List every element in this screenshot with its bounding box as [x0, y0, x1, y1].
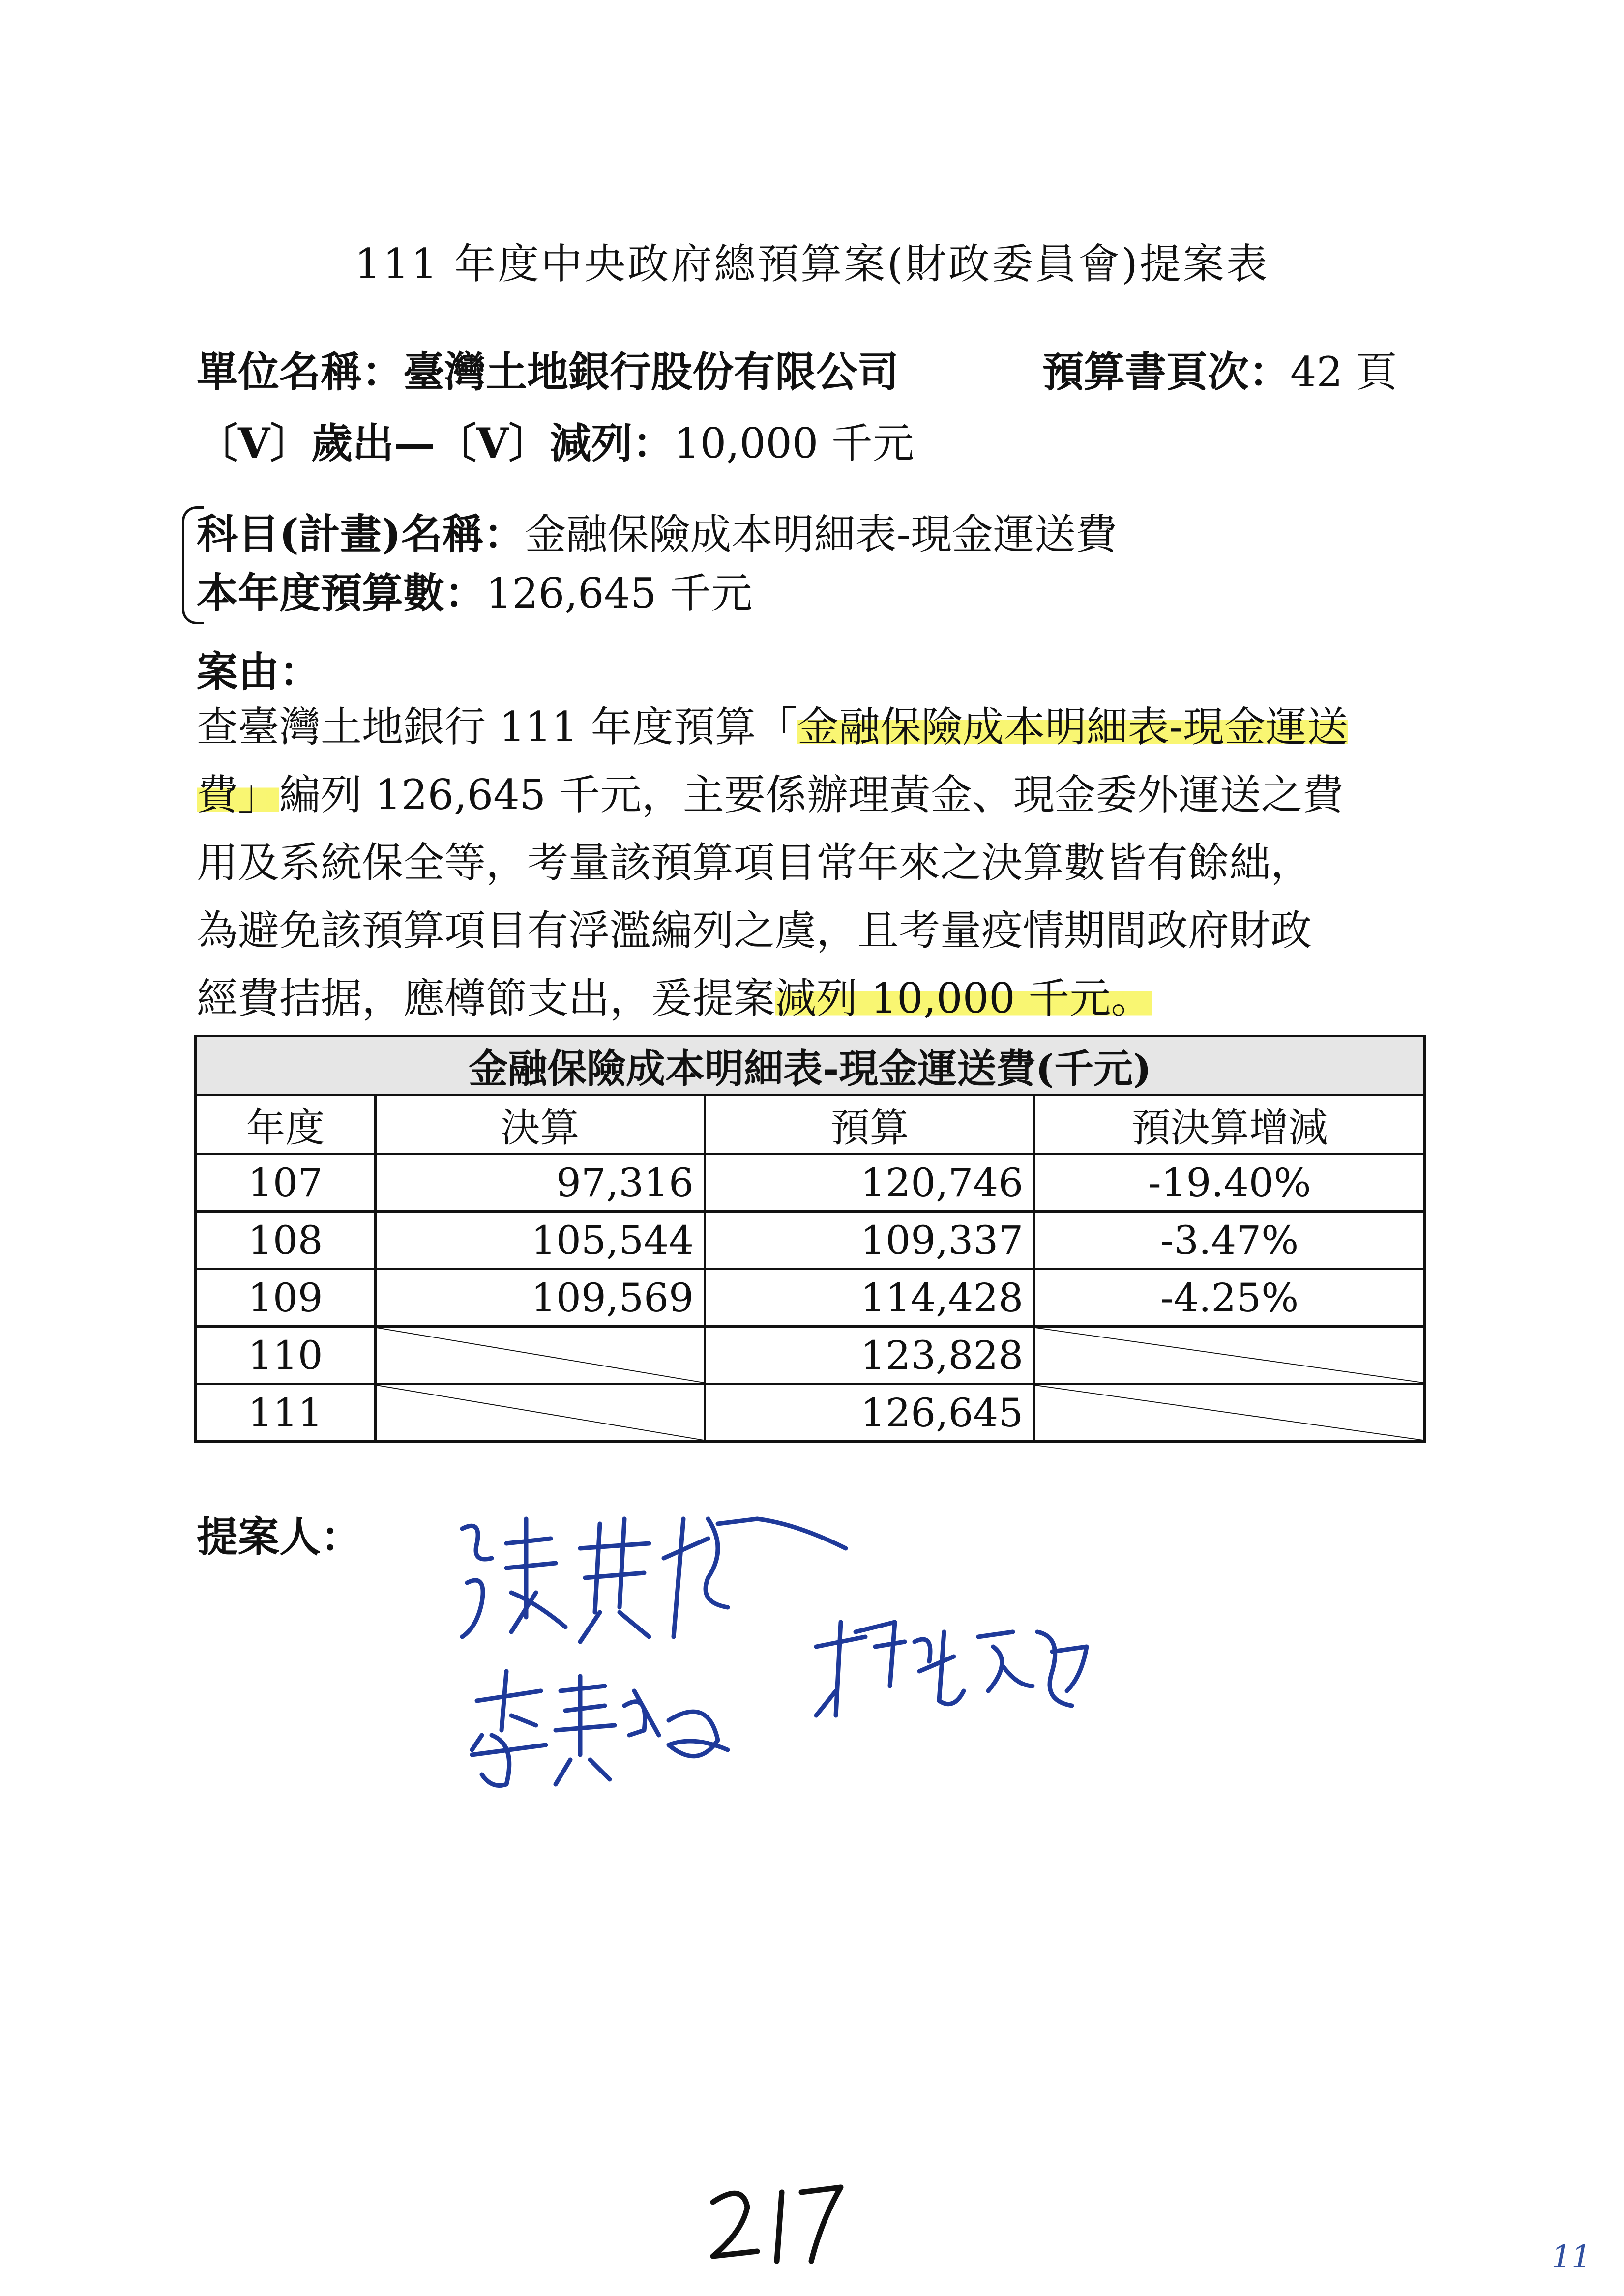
header-change: 預決算增減 [1034, 1095, 1425, 1154]
cell-budget: 126,645 [705, 1384, 1034, 1442]
reason-text: 編列 126,645 千元，主要係辦理黃金、現金委外運送之費 [279, 771, 1344, 819]
cell-year: 111 [196, 1384, 376, 1442]
reason-line-4: 為避免該預算項目有浮濫編列之虞，且考量疫情期間政府財政 [197, 906, 1312, 955]
budget-table [194, 1035, 1426, 1443]
corner-page-mark: 11 [1551, 2239, 1592, 2275]
cell-final-empty [375, 1384, 705, 1442]
cell-year: 108 [196, 1212, 376, 1269]
subject-value: 金融保險成本明細表-現金運送費 [525, 510, 1117, 558]
highlighted-text: 費」 [197, 771, 280, 819]
action-row [197, 410, 914, 470]
reason-text: 經費拮据，應樽節支出，爰提案 [197, 974, 775, 1022]
budget-amount-value: 126,645 千元 [486, 569, 753, 617]
diagonal-slash [377, 1328, 704, 1383]
budget-table-wrapper [194, 1035, 1426, 1443]
reason-paragraph [197, 693, 1401, 1032]
reason-line-2 [197, 761, 1401, 829]
cell-change: -4.25% [1034, 1269, 1425, 1327]
page-ref-label: 預算書頁次： [1042, 348, 1291, 396]
cell-final: 109,569 [375, 1269, 705, 1327]
cell-year: 109 [196, 1269, 376, 1327]
action-label: 〔V〕歲出—〔V〕減列： [197, 419, 674, 467]
signature-3 [462, 1661, 738, 1794]
diagonal-slash [1035, 1328, 1423, 1383]
header-final: 決算 [375, 1095, 705, 1154]
table-row [196, 1212, 1425, 1269]
signature-2 [806, 1602, 1092, 1730]
table-header-row [196, 1095, 1425, 1154]
proposer-label: 提案人： [197, 1512, 362, 1561]
cell-final: 105,544 [375, 1212, 705, 1269]
cell-year: 110 [196, 1327, 376, 1384]
table-row [196, 1384, 1425, 1442]
reason-label: 案由： [197, 647, 321, 696]
table-caption: 金融保險成本明細表-現金運送費(千元) [196, 1036, 1425, 1095]
highlighted-text: 減列 10,000 千元。 [775, 974, 1152, 1022]
cell-budget: 123,828 [705, 1327, 1034, 1384]
reason-line-5 [197, 964, 1401, 1032]
diagonal-slash [377, 1385, 704, 1440]
highlighted-text: 金融保險成本明細表-現金運送 [797, 703, 1349, 751]
unit-label: 單位名稱： [197, 348, 404, 396]
cell-budget: 114,428 [705, 1269, 1034, 1327]
subject-row [197, 501, 1117, 561]
header-budget: 預算 [705, 1095, 1034, 1154]
page-ref [1042, 339, 1397, 399]
cell-budget: 120,746 [705, 1154, 1034, 1212]
cell-change: -3.47% [1034, 1212, 1425, 1269]
reason-line-1 [197, 693, 1401, 761]
header-year: 年度 [196, 1095, 376, 1154]
reason-text: 查臺灣土地銀行 111 年度預算「 [197, 703, 797, 751]
cell-final: 97,316 [375, 1154, 705, 1212]
cell-change-empty [1034, 1327, 1425, 1384]
unit-row [197, 339, 899, 399]
cell-change: -19.40% [1034, 1154, 1425, 1212]
table-row [196, 1269, 1425, 1327]
subject-label: 科目(計畫)名稱： [197, 510, 525, 558]
cell-budget: 109,337 [705, 1212, 1034, 1269]
action-amount: 10,000 千元 [674, 419, 914, 467]
cell-change-empty [1034, 1384, 1425, 1442]
handwritten-page-number [698, 2173, 856, 2266]
unit-name: 臺灣土地銀行股份有限公司 [403, 348, 899, 396]
reason-line-3: 用及系統保全等，考量該預算項目常年來之決算數皆有餘絀， [197, 839, 1312, 887]
cell-year: 107 [196, 1154, 376, 1212]
document-title: 111 年度中央政府總預算案(財政委員會)提案表 [354, 240, 1270, 288]
table-row [196, 1327, 1425, 1384]
table-row [196, 1154, 1425, 1212]
budget-amount-label: 本年度預算數： [197, 569, 486, 617]
budget-amount-row [197, 560, 752, 620]
cell-final-empty [375, 1327, 705, 1384]
page-ref-value: 42 頁 [1290, 348, 1397, 396]
diagonal-slash [1035, 1385, 1423, 1440]
